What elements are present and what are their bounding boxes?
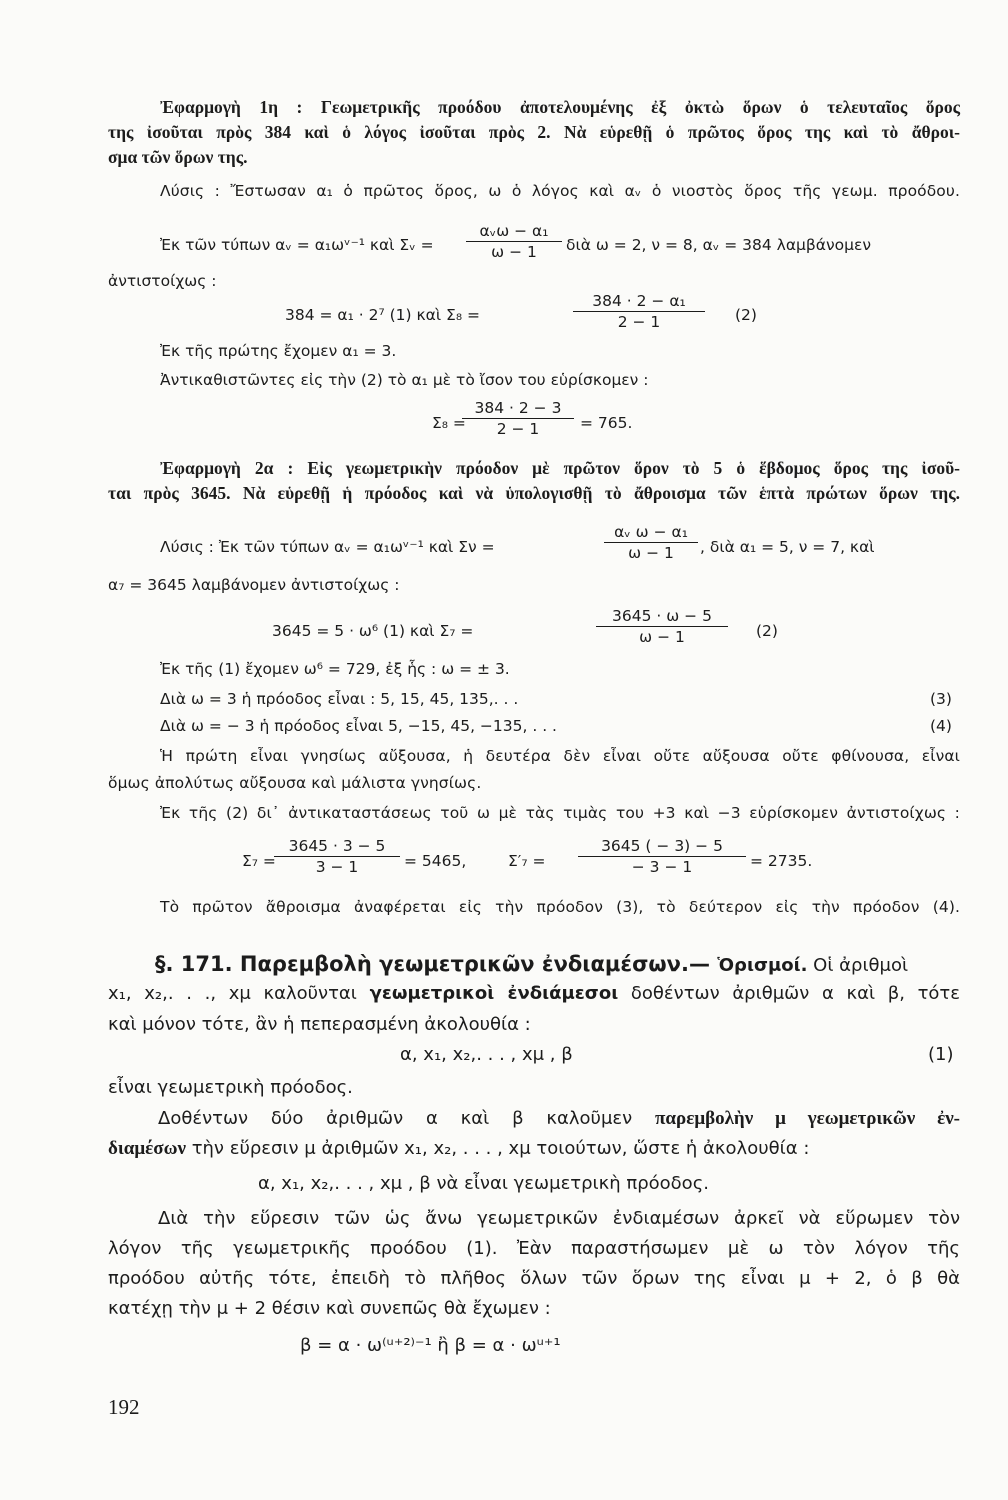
section-171-final-formula: β = α · ω⁽ᵘ⁺²⁾⁻¹ ἢ β = α · ωᵘ⁺¹ [300, 1335, 561, 1356]
app2-line-1 [160, 458, 960, 479]
app2-title: Ἐφαρμογὴ 2α : [160, 458, 294, 478]
app1-equation-2-denominator: 2 − 1 [617, 313, 661, 331]
section-171-sequence-tag: (1) [928, 1044, 954, 1065]
app2-sum-2-numerator: 3645 ( − 3) − 5 [578, 837, 746, 857]
app1-text-1: Γεωμετρικῆς προόδου ἀποτελουμένης ἐξ ὀκτὼ ὅρων ὁ τελευταῖος ὅρος [320, 97, 961, 117]
section-171-line-2-rest: δοθέντων ἀριθμῶν α καὶ β, τότε [618, 983, 960, 1004]
section-171-sequence: α, x₁, x₂,. . . , xμ , β [400, 1044, 573, 1065]
app2-solution-fraction [604, 523, 698, 562]
section-171-line-4: εἶναι γεωμετρικὴ πρόοδος. [108, 1077, 353, 1098]
app2-sum-2-lhs: Σ′₇ = [508, 852, 546, 870]
app2-solution-denominator: ω − 1 [628, 544, 674, 562]
app2-case-1: Διὰ ω = 3 ἡ πρόοδος εἶναι : 5, 15, 45, 135,. . . [160, 690, 519, 708]
app1-sum-rhs: = 765. [580, 414, 633, 432]
app1-equation-2-numerator: 384 · 2 − α₁ [573, 292, 705, 312]
app1-equation-1: 384 = α₁ · 2⁷ (1) καὶ Σ₈ = [285, 306, 480, 324]
section-171-heading-line [155, 952, 960, 976]
app1-sum-numerator: 384 · 2 − 3 [462, 399, 574, 419]
app2-sum-2-fraction [578, 837, 746, 876]
app2-equation-2-tag: (2) [756, 622, 778, 640]
app2-sum-1-denominator: 3 − 1 [315, 858, 359, 876]
section-171-sequence-2: α, x₁, x₂,. . . , xμ , β νὰ εἶναι γεωμετρικὴ πρόοδος. [258, 1173, 709, 1194]
app2-sum-1-rhs: = 5465, [404, 852, 467, 870]
app2-solution-numerator: αᵥ ω − α₁ [604, 523, 698, 543]
app1-title: Ἐφαρμογὴ 1η : [160, 97, 303, 117]
app1-first-term: Ἐκ τῆς πρώτης ἔχομεν α₁ = 3. [160, 342, 397, 360]
app1-substitution: Ἀντικαθιστῶντες εἰς τὴν (2) τὸ α₁ μὲ τὸ ἴσον του εὑρίσκομεν : [160, 371, 649, 389]
section-171-line-2-bold: γεωμετρικοὶ ἐνδιάμεσοι [369, 983, 619, 1004]
app1-line-1 [160, 97, 960, 118]
section-171-paragraph-2-line-1 [158, 1108, 960, 1130]
app2-remark-2: ὅμως ἀπολύτως αὔξουσα καὶ μάλιστα γνησίως. [108, 774, 482, 792]
app2-text-1: Εἰς γεωμετρικὴν πρόοδον μὲ πρῶτον ὅρον τὸ 5 ὁ ἕβδομος ὅρος της ἰσοῦ- [307, 458, 961, 478]
app2-case-1-tag: (3) [930, 690, 952, 708]
app2-sum-1-lhs: Σ₇ = [242, 852, 276, 870]
section-171-paragraph-2-start: Δοθέντων δύο ἀριθμῶν α καὶ β καλοῦμεν [158, 1108, 656, 1129]
app2-line-2: ται πρὸς 3645. Νὰ εὑρεθῇ ἡ πρόοδος καὶ νὰ ὑπολογισθῇ τὸ ἄθροισμα τῶν ἑπτὰ πρώτων ὅρων της. [108, 483, 960, 503]
section-171-paragraph-3-line-3: προόδου αὐτῆς τότε, ἐπειδὴ τὸ πλῆθος ὅλων τῶν ὅρων της εἶναι μ + 2, ὁ β θὰ [108, 1268, 960, 1289]
app2-sum-1-fraction [274, 837, 400, 876]
app2-equation-2-fraction [596, 607, 728, 646]
app2-equation-2-denominator: ω − 1 [639, 628, 685, 646]
app2-remark-1: Ἡ πρώτη εἶναι γνησίως αὔξουσα, ἡ δευτέρα δὲν εἶναι οὔτε αὔξουσα οὔτε φθίνουσα, εἶναι [160, 747, 960, 765]
app2-case-2: Διὰ ω = − 3 ἡ πρόοδος εἶναι 5, −15, 45, −135, . . . [160, 717, 557, 735]
section-171-paragraph-3-line-2: λόγον τῆς γεωμετρικῆς προόδου (1). Ἐὰν παραστήσωμεν μὲ ω τὸν λόγον τῆς [108, 1238, 960, 1259]
app2-solution-a: Λύσις : Ἐκ τῶν τύπων αᵥ = α₁ωᵛ⁻¹ καὶ Σν = [160, 538, 495, 556]
section-171-paragraph-3-line-4: κατέχῃ τὴν μ + 2 θέσιν καὶ συνεπῶς θὰ ἔχωμεν : [108, 1298, 551, 1319]
page-number: 192 [108, 1395, 140, 1419]
app1-sum-denominator: 2 − 1 [496, 420, 540, 438]
section-171-heading: §. 171. Παρεμβολὴ γεωμετρικῶν ἐνδιαμέσων.— [155, 952, 718, 976]
section-171-line-2 [108, 983, 960, 1004]
app2-sum-1-numerator: 3645 · 3 − 5 [274, 837, 400, 857]
app2-from-2: Ἐκ τῆς (2) δι᾽ ἀντικαταστάσεως τοῦ ω μὲ τὰς τιμὰς του +3 καὶ −3 εὑρίσκομεν ἀντιστοίχως : [160, 804, 960, 822]
app2-case-2-tag: (4) [930, 717, 952, 735]
section-171-line-2-start: x₁, x₂,. . ., xμ καλοῦνται [108, 983, 370, 1004]
section-171-paragraph-2-rest: τὴν εὕρεσιν μ ἀριθμῶν x₁, x₂, . . . , xμ τοιούτων, ὥστε ἡ ἀκολουθία : [185, 1138, 810, 1159]
app2-sum-2-rhs: = 2735. [750, 852, 813, 870]
app1-formula-numerator: αᵥω − α₁ [466, 222, 562, 242]
app1-formula-b: διὰ ω = 2, ν = 8, αᵥ = 384 λαμβάνομεν [566, 236, 872, 254]
app2-equation-2-numerator: 3645 · ω − 5 [596, 607, 728, 627]
app2-respectively: α₇ = 3645 λαμβάνομεν ἀντιστοίχως : [108, 576, 400, 594]
section-171-paragraph-3-line-1: Διὰ τὴν εὕρεσιν τῶν ὡς ἄνω γεωμετρικῶν ἐνδιαμέσων ἀρκεῖ νὰ εὕρωμεν τὸν [158, 1208, 960, 1229]
app2-from-1: Ἐκ τῆς (1) ἔχομεν ω⁶ = 729, ἐξ ἧς : ω = ± 3. [160, 660, 510, 678]
section-171-paragraph-2-bold-1: παρεμβολὴν μ γεωμετρικῶν ἐν- [655, 1108, 961, 1129]
app1-equation-2-tag: (2) [735, 306, 757, 324]
app1-formula-fraction [466, 222, 562, 261]
app1-respectively: ἀντιστοίχως : [108, 272, 217, 290]
app1-line-3: σμα τῶν ὅρων της. [108, 147, 248, 167]
app2-equation-1: 3645 = 5 · ω⁶ (1) καὶ Σ₇ = [272, 622, 474, 640]
app1-formula-denominator: ω − 1 [491, 243, 537, 261]
app1-equation-2-fraction [573, 292, 705, 331]
section-171-definitions: Ὁρισμοί. [717, 955, 808, 976]
section-171-paragraph-2-bold-2: διαμέσων [108, 1138, 186, 1159]
app1-sum-lhs: Σ₈ = [432, 414, 466, 432]
app2-sum-2-denominator: − 3 − 1 [631, 858, 693, 876]
app1-line-2: της ἰσοῦται πρὸς 384 καὶ ὁ λόγος ἰσοῦται πρὸς 2. Νὰ εὑρεθῇ ὁ πρῶτος ὅρος της καὶ τὸ ἄθροι- [108, 122, 960, 142]
section-171-paragraph-2-line-2 [108, 1138, 809, 1160]
app2-solution-b: , διὰ α₁ = 5, ν = 7, καὶ [700, 538, 875, 556]
app1-sum-fraction [462, 399, 574, 438]
section-171-line-1-rest: Οἱ ἀριθμοὶ [807, 955, 909, 976]
app2-conclusion: Τὸ πρῶτον ἄθροισμα ἀναφέρεται εἰς τὴν πρόοδον (3), τὸ δεύτερον εἰς τὴν πρόοδον (4). [160, 898, 960, 916]
section-171-line-3: καὶ μόνον τότε, ἂν ἡ πεπερασμένη ἀκολουθία : [108, 1014, 531, 1035]
app1-formula-a: Ἐκ τῶν τύπων αᵥ = α₁ωᵛ⁻¹ καὶ Σᵥ = [160, 236, 434, 254]
app1-solution: Λύσις : Ἔστωσαν α₁ ὁ πρῶτος ὅρος, ω ὁ λόγος καὶ αᵥ ὁ νιοστὸς ὅρος τῆς γεωμ. προόδου. [160, 182, 960, 200]
